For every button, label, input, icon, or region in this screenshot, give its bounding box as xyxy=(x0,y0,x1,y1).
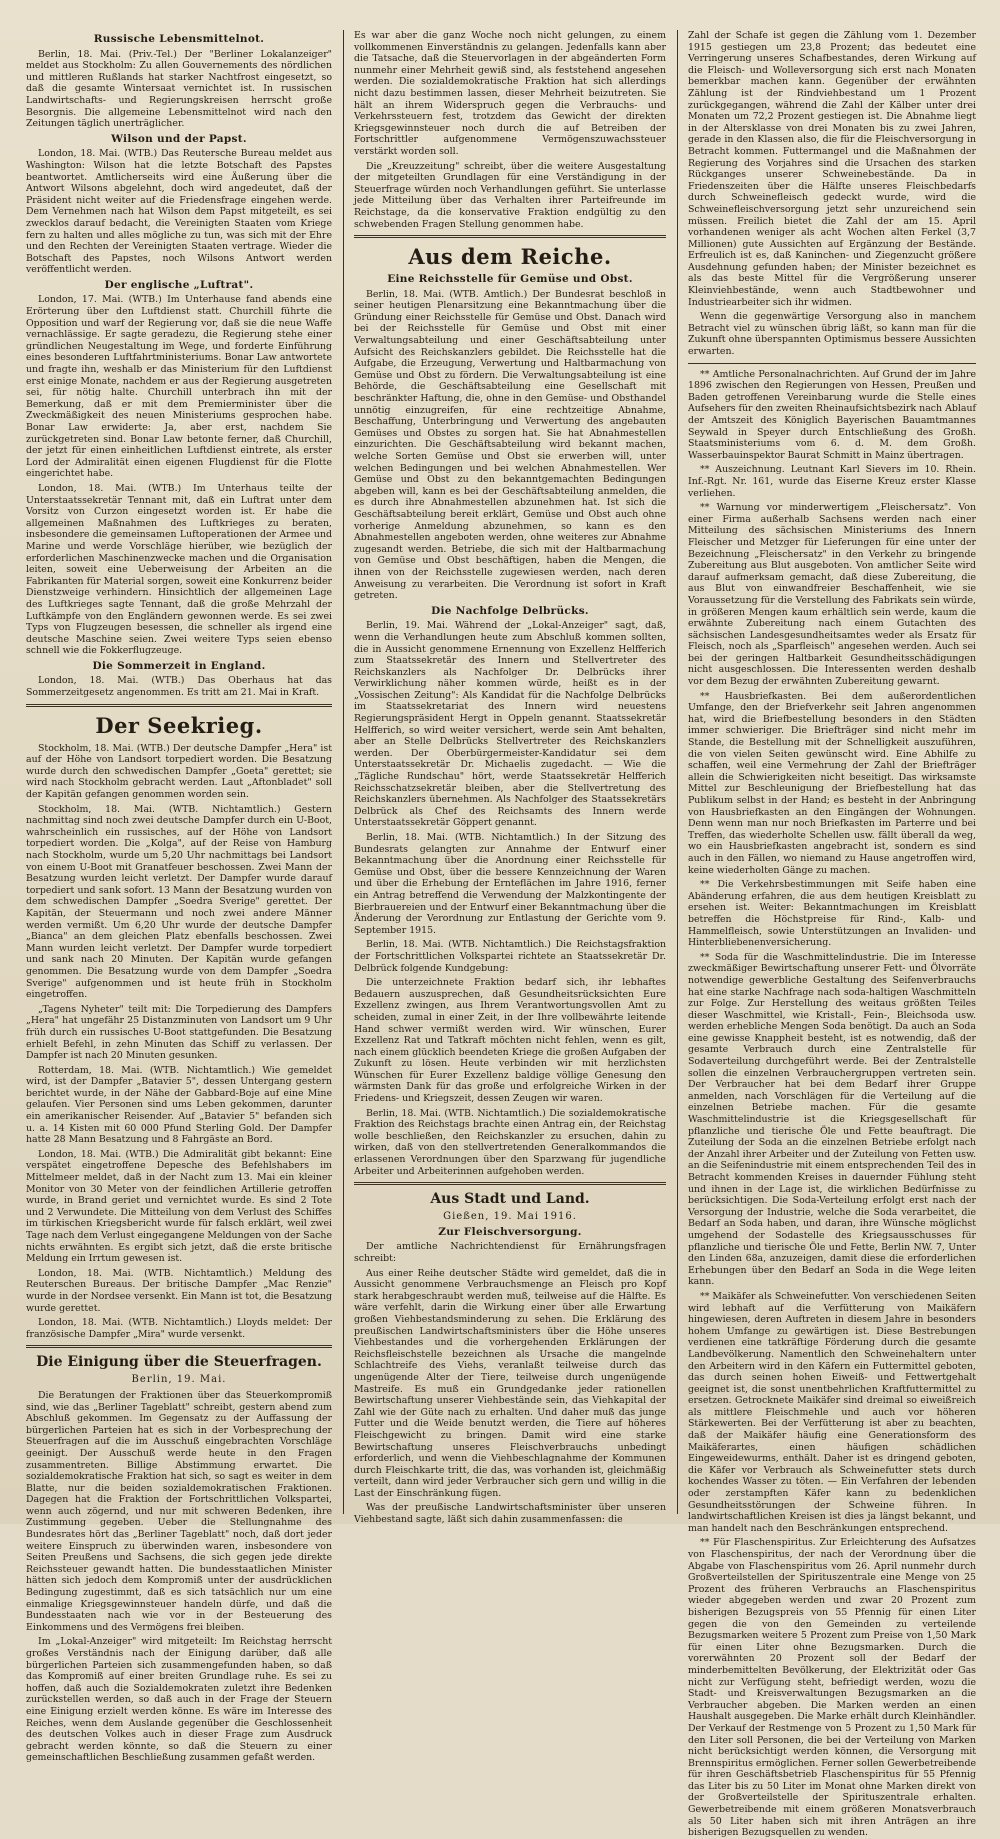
dateline: Berlin, 19. Mai. xyxy=(131,1374,227,1386)
article-paragraph: Die Beratungen der Fraktionen über das Steuerkompromiß sind, wie das „Berliner Tageblatt" schreibt, gestern abend zum Abschluß gekommen. Im Gegensatz zu der Auffassung der bürgerlichen Parteien hat es sich in der Vorbesprechung der Steuerfragen auf die im Ausschuß eingebrachten Vorschläge geeinigt. Der Ausschuß werde heute in den Fragen zusammentreten. Billige Abstimmung erwartet. Die sozialdemokratische Fraktion hat sich, so sagt es weiter in dem Blatte, nur die beiden sozialdemokratischen Fraktionen. Dagegen hat die Fraktion der Fortschrittlichen Volkspartei, wenn auch zögernd, und nur mit schweren Bedenken, ihre Zustimmung gegeben. Ueber die Stellungnahme des Bundesrates hört das „Berliner Tageblatt" noch, daß dort jeder weitere Einspruch zu überwinden waren, insbesondere von Seiten Preußens und Sachsens, die sich gegen jede direkte Reichssteuer gewandt hatten. Die bundesstaatlichen Minister hätten sich jedoch dem Kompromiß unter der ausdrücklichen Bedingung zugestimmt, daß es sich tatsächlich nur um eine einmalige Kriegsgewinnsteuer handeln dürfe, und daß die Bundesstaaten nach wie vor in der Besteuerung des Einkommens und des Vermögens frei bleiben. xyxy=(26,1389,332,1633)
article-paragraph: Was der preußische Landwirtschaftsminister über unseren Viehbestand sagte, läßt sich dahin zusammenfassen: die xyxy=(354,1502,666,1526)
article-paragraph: Es war aber die ganz Woche noch nicht gelungen, zu einem vollkommenen Einverständnis zu gelangen. Jedenfalls kann aber die Tatsache, daß die Steuervorlagen in der abgeänderten Form nunmehr einer Mehrheit gewiß sind, als feststehend angesehen werden. Die sozialdemokratische Fraktion hat sich allerdings nicht dazu bestimmen lassen, dieser Mehrheit beizutreten. Sie hält an ihrem Widerspruch gegen die Verbrauchs- und Verkehrssteuern fest, trotzdem das Gewicht der direkten Kriegsgewinnsteuer noch durch die auf Betreiben der Fortschrittler aufgenommene Vermögenszuwachssteuer verstärkt worden soll. xyxy=(354,30,666,157)
news-item-auszeichnung: ** Auszeichnung. Leutnant Karl Sievers im 10. Rhein. Inf.-Rgt. Nr. 161, wurde das Eiserne Kreuz erster Klasse verliehen. xyxy=(688,464,976,499)
headline-sommerzeit: Die Sommerzeit in England. xyxy=(92,659,266,672)
section-divider xyxy=(688,363,976,364)
headline-lebensmittelnot: Russische Lebensmittelnot. xyxy=(93,33,265,45)
article-paragraph: Der amtliche Nachrichtendienst für Ernährungsfragen schreibt: xyxy=(354,1241,666,1264)
article-paragraph: Aus einer Reihe deutscher Städte wird gemeldet, daß die in Aussicht genommene Verbrauchsmenge an Fleisch pro Kopf stark herabgeschraubt werden muß, teilweise auf die Hälfte. Es wäre verfehlt, darin die Wirkung einer über alle Erwartung großen Viehbestandsminderung zu sehen. Die Erklärung des preußischen Landwirtschaftsministers über die Höhe unseres Viehbestandes und die vorhergehenden Erklärungen der Reichsfleischstelle bezeichnen als Ursache die mangelnde Schlachtreife des Viehs, veranlaßt teilweise durch das ungenügende Alter der Tiere, teilweise durch ungenügende Mastreife. Es muß ein Grundgedanke jeder rationellen Bewirtschaftung unserer Viehbestände sein, das Viehkapital der Zahl wie der Güte nach zu erhalten. Und daher muß das junge Futter und die Weide benutzt werden, die Tiere auf höheres Fleischgewicht zu bringen. Damit wird eine starke Bewirtschaftung unseres Fleischverbrauchs unbedingt erforderlich, und wenn die Viehbeschlagnahme der Kommunen durch Fleischkarte tritt, die das, was vorhanden ist, gleichmäßig verteilt, dann wird jeder Verbraucher sich gern und willig in die Last der Einschränkung fügen. xyxy=(354,1267,666,1499)
news-item-hausbriefkasten: ** Hausbriefkasten. Bei dem außerordentlichen Umfange, den der Briefverkehr seit Jahren angenommen hat, wird die Briefbestellung besonders in den Städten immer schwieriger. Die Briefträger sind nicht mehr im Stande, die Bestellung mit der Schnelligkeit auszuführen, die von vielen Seiten gewünscht wird. Eine Abhilfe zu schaffen, weil eine Vermehrung der Zahl der Briefträger allein die Schwierigkeiten nicht beseitigt. Das wirksamste Mittel zur Beschleunigung der Briefbestellung hat das Publikum selbst in der Hand; es besteht in der Anbringung von Hausbriefkasten an den Eingängen der Wohnungen. Denn wenn man nur noch Briefkasten im Parterre und bei Treffen, das wiederholte Schellen usw. fällt überall da weg, wo ein Hausbriefkasten angebracht ist, sondern es sind auch in den Fällen, wo niemand zu Hause angetroffen wird, keine wiederholten Gänge zu machen. xyxy=(688,690,976,876)
article-paragraph: Stockholm, 18. Mai. (WTB.) Der deutsche Dampfer „Hera" ist auf der Höhe von Landsort torpediert worden. Die Besatzung wurde durch den schwedischen Dampfer „Goeta" gerettet; sie wird nach Stockholm gebracht werden. Laut „Aftonbladet" soll der Kapitän gefangen genommen worden sein. xyxy=(26,742,332,801)
article-paragraph: Berlin, 18. Mai. (Priv.-Tel.) Der "Berliner Lokalanzeiger" meldet aus Stockholm: Zu allen Gouvernements des nördlichen und mittleren Rußlands hat starker Nachtfrost eingesetzt, so daß die gesamte Wintersaat vernichtet ist. In russischen Landwirtschafts- und Regierungskreisen herrscht große Besorgnis. Die allgemeine Lebensmittelnot wird nach den Zeitungen täglich unerträglicher. xyxy=(26,48,332,130)
article-paragraph: Rotterdam, 18. Mai. (WTB. Nichtamtlich.) Wie gemeldet wird, ist der Dampfer „Batavier 5", dessen Untergang gestern berichtet wurde, in der Nähe der Gabbard-Boje auf eine Mine gelaufen. Vier Personen sind ums Leben gekommen, darunter ein amerikanischer Reisender. Auf „Batavier 5" befanden sich u. a. 14 Kisten mit 60 000 Pfund Sterling Gold. Der Dampfer hatte 28 Mann Besatzung und 8 Fahrgäste an Bord. xyxy=(26,1064,332,1146)
article-paragraph: London, 18. Mai. (WTB.) Im Unterhaus teilte der Unterstaatssekretär Tennant mit, daß ein Luftrat unter dem Vorsitz von Curzon eingesetzt worden ist. Er habe die allgemeinen Maßnahmen des Luftkrieges zu beraten, insbesondere die gemeinsamen Luftoperationen der Armee und Marine und werde Vorschläge hierüber, wie bezüglich der erforderlichen Maschinenzwecke machen und die Organisation leiten, soweit eine Ueberweisung der Arbeiten an die Fabrikanten für Material sorgen, soweit eine Konkurrenz beider Dienstzweige verhindern. Hinsichtlich der allgemeinen Lage des Luftkrieges sagte Tennant, daß die große Mehrzahl der Luftkämpfe von den Engländern gewonnen werde. Es sei zwei Typs von Flugzeugen besessen, die schneller als irgend eine deutsche Maschine seien. Zwei weitere Typs seien ebenso schnell wie die Fokkerflugzeuge. xyxy=(26,482,332,657)
news-item-maikaefer: ** Maikäfer als Schweinefutter. Von verschiedenen Seiten wird lebhaft auf die Verfütterung von Maikäfern hingewiesen, deren Auftreten in diesem Jahre in besonders hohem Umfange zu gewärtigen ist. Diese Bestrebungen verdienen eine tatkräftige Förderung durch die gesamte Landbevölkerung. Namentlich den Schweinehaltern unter den Arbeitern wird in den Käfern ein Futtermittel geboten, das durch seinen hohen Eiweiß- und Fettwertgehalt geeignet ist, die sonst unentbehrlichen Kraftfuttermittel zu ersetzen. Getrocknete Maikäfer sind dreimal so eiweißreich als mittlere Fleischmehle und auch vor höheren Stärkewerten. Bei der Verfütterung ist aber zu beachten, daß der Maikäfer häufig eine Generationsform des Maikäferartes, einen häufigen schädlichen Eingeweidewurms, enthält. Daher ist es dringend geboten, die Käfer vor Verbrauch als Schweinefutter stets durch kochendes Wasser zu töten. — Ein Verfahren der lebenden oder zerstampften Käfer kann zu bedenklichen Gesundheitsstörungen der Schweine führen. In landwirtschaftlichen Kreisen ist dies ja längst bekannt, und man handelt nach den Beschränkungen entsprechend. xyxy=(688,1290,976,1534)
headline-luftrat: Der englische „Luftrat". xyxy=(104,278,254,291)
article-paragraph: London, 17. Mai. (WTB.) Im Unterhause fand abends eine Erörterung über den Luftdienst statt. Churchill führte die Opposition und warf der Regierung vor, daß sie die neue Waffe vernachlässige. Er sagte geradezu, die Regierung stehe einer gründlichen Neugestaltung im Wege, und forderte Einführung eines besonderen Luftfahrtministeriums. Bonar Law antwortete und fragte ihn, weshalb er das Ministerium für den Luftdienst erst einige Monate, nachdem er aus der Regierung ausgetreten sei, für nötig halte. Churchill unterbrach ihn mit der Bemerkung, daß er mit dem Premierminister über die Zweckmäßigkeit des neuen Ministeriums gesprochen habe. Bonar Law erwiderte: Ja, aber erst, nachdem Sie zurückgetreten sind. Bonar Law betonte ferner, daß Churchill, der jetzt für einen einheitlichen Luftdienst eintrete, als erster Lord der Admiralität einen eigenen Flugdienst für die Flotte eingerichtet habe. xyxy=(26,294,332,480)
headline-fleischversorgung: Zur Fleischversorgung. xyxy=(438,1225,582,1238)
article-paragraph: Berlin, 19. Mai. Während der „Lokal-Anzeiger" sagt, daß, wenn die Verhandlungen heute zum Abschluß kommen sollten, die in Aussicht genommene Ernennung von Exzellenz Helfferich zum Staatssekretär des Innern und Stellvertreter des Reichskanzlers als Nachfolger Dr. Delbrücks ihrer Verwirklichung näher kommen würde, heißt es in der „Vossischen Zeitung": Als Kandidat für die Nachfolge Delbrücks im Staatssekretariat des Innern wird neuestens Regierungspräsident Hergt in Oppeln genannt. Staatssekretär Helfferich, so wird weiter versichert, werde sein Amt behalten, aber an Stelle Delbrücks Stellvertreter des Reichskanzlers werden. Der Oberbürgermeister-Kandidatur sei dem Unterstaatssekretär Dr. Michaelis zugedacht. — Wie die „Tägliche Rundschau" hört, werde Staatssekretär Helfferich Reichsschatzsekretär bleiben, aber die Stellvertretung des Reichskanzlers übernehmen. Als Nachfolger des Staatssekretärs Delbrück als Chef des Reichsamts des Innern werde Unterstaatssekretär Göppert genannt. xyxy=(354,620,666,829)
article-paragraph: London, 18. Mai. (WTB.) Das Oberhaus hat das Sommerzeitgesetz angenommen. Es tritt am 21. Mai in Kraft. xyxy=(26,675,332,699)
news-item-verkehr: ** Die Verkehrsbestimmungen mit Seife haben eine Abänderung erfahren, die aus dem heutigen Kreisblatt zu ersehen ist. Weiter: Bekanntmachungen im Kreisblatt betreffen die Höchstpreise für Rind-, Kalb- und Hammelfleisch, sowie Unterstützungen an Invaliden- und Hinterbliebenenversicherung. xyxy=(688,879,976,949)
column-left xyxy=(18,0,340,1764)
headline-steuerfragen: Die Einigung über die Steuerfragen. xyxy=(36,1354,322,1371)
column-middle xyxy=(346,0,674,1524)
headline-seekrieg: Der Seekrieg. xyxy=(95,712,263,738)
article-paragraph: Berlin, 18. Mai. (WTB. Nichtamtlich.) In der Sitzung des Bundesrats gelangten zur Annahme der Entwurf einer Bekanntmachung über die Anordnung einer Reichsstelle für Gemüse und Obst, über die bessere Kennzeichnung der Waren und über die Erhebung der Ernteflächen im Jahre 1916, ferner ein Antrag betreffend die Verwendung der Malzkontingente der Bierbrauereien und der Entwurf einer Bekanntmachung über die Änderung der Verordnung zur Entlastung der Gerichte vom 9. September 1915. xyxy=(354,832,666,936)
article-paragraph: London, 18. Mai. (WTB. Nichtamtlich.) Lloyds meldet: Der französische Dampfer „Mira" wurde versenkt. xyxy=(26,1317,332,1340)
article-paragraph: London, 18. Mai. (WTB.) Die Admiralität gibt bekannt: Eine verspätet eingetroffene Depesche des Befehlshabers im Mittelmeer meldet, daß in der Nacht zum 13. Mai ein kleiner Monitor von 30 Meter von der feindlichen Artillerie getroffen wurde, in Brand geriet und vernichtet wurde. Es sind 2 Tote und 2 Verwundete. Die Mitteilung von dem Verlust des Schiffes im türkischen Kriegsbericht wurde für falsch erklärt, weil zwei Tage nach dem Verlust eingegangene Meldungen von der Sache nichts erwähnten. Es ergibt sich jetzt, daß die erste britische Meldung ein Irrtum gewesen ist. xyxy=(26,1148,332,1265)
article-paragraph: Stockholm, 18. Mai. (WTB. Nichtamtlich.) Gestern nachmittag sind noch zwei deutsche Dampfer durch ein U-Boot, wahrscheinlich ein russisches, auf der Höhe von Landsort torpediert worden. Die „Kolga", auf der Reise von Hamburg nach Stockholm, wurde um 5,20 Uhr nachmittags bei Landsort von einem U-Boot mit Granatfeuer beschossen. Zwei Mann der Besatzung wurden leicht verletzt. Der Dampfer wurde darauf torpediert und sank sofort. 13 Mann der Besatzung wurden von dem schwedischen Dampfer „Soedra Sverige" gerettet. Der Kapitän, der Steuermann und noch zwei andere Männer werden vermißt. Um 6,20 Uhr wurde der deutsche Dampfer „Bianca" an dem gleichen Platz ebenfalls beschossen. Zwei Mann wurden leicht verletzt. Der Dampfer wurde torpediert und sank nach 20 Minuten. Der Kapitän wurde gefangen genommen. Die Besatzung wurde von dem Dampfer „Soedra Sverige" aufgenommen und ist heute früh in Stockholm eingetroffen. xyxy=(26,803,332,1001)
article-paragraph: Die „Kreuzzeitung" schreibt, über die weitere Ausgestaltung der mitgeteilten Grundlagen für eine Verständigung in der Steuerfrage würden noch Verhandlungen geführt. Sie unterlasse jede Mitteilung über das Verhalten ihrer Parteifreunde im Reichstage, da die konservative Fraktion endgültig zu den schwebenden Fragen Stellung genommen habe. xyxy=(354,160,666,230)
dateline: Gießen, 19. Mai 1916. xyxy=(443,1211,577,1223)
article-paragraph: Zahl der Schafe ist gegen die Zählung vom 1. Dezember 1915 gestiegen um 23,8 Prozent; das bedeutet eine Verringerung unseres Schafbestandes, deren Wirkung auf die Fleisch- und Wolleversorgung sich erst nach Monaten bemerkbar machen kann. Gegenüber der erwähnten Zählung ist der Rindviehbestand um 1 Prozent zurückgegangen, während die Zahl der Kälber unter drei Monaten um 72,2 Prozent gestiegen ist. Die Abnahme liegt in der Altersklasse von drei Monaten bis zu zwei Jahren, gerade in den Klassen also, die für die Fleischversorgung in Betracht kommen. Futtermangel und die Maßnahmen der Regierung des Vorjahres sind die Ursachen des starken Rückganges unserer Schweinebestände. Da in Friedenszeiten über die Hälfte unseres Fleischbedarfs durch Schweinefleisch gedeckt wurde, wird die Schweinefleischversorgung jetzt sehr unzureichend sein müssen. Freilich bietet die Zahl der am 15. April vorhandenen weniger als acht Wochen alten Ferkel (3,7 Millionen) gute Aussichten auf Ergänzung der Bestände. Erfreulich ist es, daß Kaninchen- und Ziegenzucht größere Ausdehnung gefunden haben; der Minister bezeichnet es als das beste Mittel für die Vergrößerung unserer Kleinviehbestände, wenn auch Stadtbewohner und Industriearbeiter sich ihr widmen. xyxy=(688,30,976,308)
news-item-warnung: ** Warnung vor minderwertigem „Fleischersatz". Von einer Firma außerhalb Sachsens werden nach einer Mitteilung des sächsischen Ministeriums des Innern Fleischer und Metzger für Lieferungen für eine unter der Bezeichnung „Fleischersatz" in den Verkehr zu bringende Zubereitung aus Blut ausgeboten. Von amtlicher Seite wird darauf aufmerksam gemacht, daß diese Zubereitung, die aus Blut von einwandfreier Beschaffenheit, wie sie Voraussetzung für die Verstellung des Fabrikats sein würde, in größeren Mengen kaum erhältlich sein werde, kaum die erwähnte Zubereitung nach einem Gutachten des sächsischen Landesgesundheitsamtes weder als Ersatz für Fleisch, noch als „Sparfleisch" angesehen werden. Auch sei bei der geringen Haltbarkeit Gesundheitsschädigungen nicht ausgeschlossen. Die Interessenten werden deshalb vor dem Bezug der erwähnten Zubereitung gewarnt. xyxy=(688,502,976,688)
article-paragraph: Die unterzeichnete Fraktion bedarf sich, ihr lebhaftes Bedauern auszusprechen, daß Gesundheitsrücksichten Eure Exzellenz zwingen, aus Ihrem Verantwortungsvollen Amt zu scheiden, zumal in einer Zeit, in der Ihre vollbewährte leitende Hand schwer vermißt werden wird. Wir wünschen, Eurer Exzellenz Rat und Tatkraft möchten nicht fehlen, wenn es gilt, nach einem glücklich beendeten Kriege die großen Aufgaben der Zukunft zu lösen. Heute verbinden wir mit herzlichsten Wünschen für Eurer Exzellenz baldige völlige Genesung den wärmsten Dank für das große und erfolgreiche Wirken in der Friedens- und Kriegszeit, dessen Zeugen wir waren. xyxy=(354,977,666,1105)
article-paragraph: Berlin, 18. Mai. (WTB. Amtlich.) Der Bundesrat beschloß in seiner heutigen Plenarsitzung eine Bekanntmachung über die Gründung einer Reichsstelle für Gemüse und Obst. Danach wird bei der Reichsstelle für Gemüse und Obst mit einer Verwaltungsabteilung und einer Geschäftsabteilung unter Aufsicht des Reichskanzlers gebildet. Die Reichsstelle hat die Aufgabe, die Erzeugung, Verwertung und Haltbarmachung von Gemüse und Obst zu fördern. Die Verwaltungsabteilung ist eine Behörde, die Geschäftsabteilung eine Gesellschaft mit beschränkter Haftung, die, ohne in den Gemüse- und Obsthandel unnötig einzugreifen, für eine rechtzeitige Abnahme, Beschaffung, Unterbringung und Verwertung des angebauten Gemüses und Obstes zu sorgen hat. Sie hat Abnahmestellen einzurichten. Die Geschäftsabteilung wird bekannt machen, welche Sorten Gemüse und Obst sie erwerben will, unter welchen Bedingungen und bei welchen Abnahmestellen. Wer Gemüse und Obst zu den bekanntgemachten Bedingungen abgeben will, kann es bei der Geschäftsabteilung anmelden, die es durch ihre Abnahmestellen abzunehmen hat. Ist sich die Geschäftsabteilung bereit erklärt, Gemüse und Obst auch ohne vorherige Anmeldung abzunehmen, so kann es den Abnahmestellen angeboten werden, ohne weiteres zur Abnahme zugesandt werden. Betriebe, die sich mit der Haltbarmachung von Gemüse und Obst beschäftigen, haben die Mengen, die ihnen von der Reichsstelle zugewiesen werden, nach deren Anweisung zu verarbeiten. Die Verordnung ist sofort in Kraft getreten. xyxy=(354,288,666,602)
article-paragraph: Im „Lokal-Anzeiger" wird mitgeteilt: Im Reichstag herrscht großes Verständnis nach der Einigung darüber, daß alle bürgerlichen Parteien sich zusammengefunden haben, so daß das Kompromiß auf einer breiten Grundlage ruhe. Es sei zu hoffen, daß auch die Sozialdemokraten zuletzt ihre Bedenken zurückstellen werden, so daß auch in der Frage der Steuern eine Einigung erzielt werden könne. Es wäre im Interesse des Reiches, wenn dem Auslande gegenüber die Geschlossenheit des deutschen Volkes auch in dieser Frage zum Ausdruck gebracht werden könnte, so daß die Steuern zu einer gemeinschaftlichen Beschließung zusammen gefaßt werden. xyxy=(26,1636,332,1764)
news-item-personal: ** Amtliche Personalnachrichten. Auf Grund der im Jahre 1896 zwischen den Regierungen von Hessen, Preußen und Baden getroffenen Vereinbarung wurde die Stelle eines Aufsehers für den zweiten Rheinaufsichtsbezirk nach Ablauf der Amtszeit des Königlich Bayerischen Bauamtmannes Seywald in Speyer durch Entschließung des Großh. Staatsministeriums vom 6. d. M. dem Großh. Wasserbauinspektor Baurat Schmitt in Mainz übertragen. xyxy=(688,368,976,461)
article-paragraph: Wenn die gegenwärtige Versorgung also in manchem Betracht viel zu wünschen übrig läßt, so kann man für die Zukunft ohne überspannten Optimismus bessere Aussichten erwarten. xyxy=(688,311,976,358)
section-divider xyxy=(26,704,332,707)
column-right xyxy=(680,0,984,1839)
section-divider xyxy=(354,235,666,238)
section-divider xyxy=(26,1345,332,1348)
headline-wilson: Wilson und der Papst. xyxy=(111,132,247,145)
headline-stadt-und-land: Aus Stadt und Land. xyxy=(430,1191,590,1208)
headline-reichsstelle: Eine Reichsstelle für Gemüse und Obst. xyxy=(387,273,633,286)
article-paragraph: London, 18. Mai. (WTB.) Das Reutersche Bureau meldet aus Washington: Wilson hat die letzte Botschaft des Papstes beantwortet. Amtlicherseits wird eine Äußerung über die Antwort Wilsons abgelehnt, doch wird angedeutet, daß der Präsident nicht weiter auf die Friedensfrage eingehen werde. Dem Vernehmen nach hat Wilson dem Papst mitgeteilt, es sei zwecklos darauf bedacht, die Vereinigten Staaten vom Kriege fern zu halten und alles mögliche zu tun, was sich mit der Ehre und den Rechten der Vereinigten Staaten vertrage. Wieder die Botschaft des Papstes, noch Wilsons Antwort werden veröffentlicht werden. xyxy=(26,148,332,276)
article-paragraph: Berlin, 18. Mai. (WTB. Nichtamtlich.) Die Reichstagsfraktion der Fortschrittlichen Volkspartei richtete an Staatssekretär Dr. Delbrück folgende Kundgebung: xyxy=(354,939,666,974)
news-item-flaschenspiritus: ** Für Flaschenspiritus. Zur Erleichterung des Aufsatzes von Flaschenspiritus, der nach der Verordnung über die Abgabe von Flaschenspiritus vom 26. April nunmehr durch Großverteilstellen der Spirituszentrale eine Menge von 25 Prozent des früheren Verbrauchs an Flaschenspiritus wieder abgegeben werden und zwar 20 Prozent zum bisherigen Bezugspreis von 55 Pfennig für einen Liter gegen die von den Gemeinden zu verteilende Bezugsmarken weitere 5 Prozent zum Preise von 1,50 Mark für einen Liter ohne Bezugsmarken. Durch die vorerwähnten 20 Prozent soll der Bedarf der minderbemittelten Bevölkerung, der Elektrizität oder Gas nicht zur Verfügung steht, befriedigt werden, wozu die Stadt- und Kreisverwaltungen Bezugsmarken an die Verbraucher abgeben. Die Marken werden an einen Haushalt ausgegeben. Die Marke erhält durch Kleinhändler. Der Verkauf der Restmenge von 5 Prozent zu 1,50 Mark für den Liter soll Personen, die bei der Verteilung von Marken nicht berücksichtigt werden können, die Versorgung mit Brennspiritus ermöglichen. Ferner sollen Gewerbetreibende für ihren Geschäftsbetrieb Flaschenspiritus für 55 Pfennig das Liter bis zu 50 Liter im Monat ohne Marken direkt von der Großverteilstelle der Spirituszentrale erhalten. Gewerbetreibende mit einem größeren Monatsverbrauch als 50 Liter haben sich mit ihren Anträgen an ihre bisherigen Bezugsquellen zu wenden. xyxy=(688,1537,976,1839)
column-rule xyxy=(677,30,678,1514)
headline-aus-dem-reiche: Aus dem Reiche. xyxy=(408,244,612,270)
headline-delbrueck: Die Nachfolge Delbrücks. xyxy=(431,604,589,617)
article-paragraph: London, 18. Mai. (WTB. Nichtamtlich.) Meldung des Reuterschen Bureaus. Der britische Dampfer „Mac Renzie" wurde in der Nordsee versenkt. Ein Mann ist tot, die Besatzung wurde gerettet. xyxy=(26,1267,332,1314)
article-paragraph: Berlin, 18. Mai. (WTB. Nichtamtlich.) Die sozialdemokratische Fraktion des Reichstags brachte einen Antrag ein, der Reichstag wolle beschließen, den Reichskanzler zu ersuchen, dahin zu wirken, daß von den stellvertretenden Generalkommandos die erlassenen Verordnungen über den Sparzwang für jugendliche Arbeiter und Arbeiterinnen aufgehoben werden. xyxy=(354,1107,666,1177)
article-paragraph: „Tagens Nyheter" teilt mit: Die Torpedierung des Dampfers „Hera" hat ungefähr 25 Distanzminuten von Landsort um 9 Uhr früh durch ein russisches U-Boot stattgefunden. Die Besatzung erhielt Befehl, in zehn Minuten das Schiff zu verlassen. Der Dampfer ist nach 20 Minuten gesunken. xyxy=(26,1003,332,1062)
column-rule xyxy=(343,30,344,1514)
news-item-soda: ** Soda für die Waschmittelindustrie. Die im Interesse zweckmäßiger Bewirtschaftung unserer Fett- und Ölvorräte notwendige gewerbliche Gestaltung des Seifenverbrauchs hat eine starke Nachfrage nach soda-haltigen Waschmitteln zur Folge. Zur Herstellung des weitaus größten Teiles dieser Waschmittel, wie Kristall-, Fein-, Bleichsoda usw. werden erhebliche Mengen Soda benötigt. Da auch an Soda eine gewisse Knappheit besteht, ist es notwendig, daß der gesamte Verbrauch durch eine Zentralstelle für Sodaverteilung durchgeführt werde. Bei der Zentralstelle sollen die einzelnen Verbrauchergruppen vertreten sein. Der Verbraucher hat bei dem Bedarf ihrer Gruppe anmelden, nach Vorschlägen für die Verteilung auf die einzelnen Betriebe machen. Für die gesamte Waschmittelindustrie ist die Kriegsgesellschaft für pflanzliche und tierische Öle und Fette beauftragt. Die Zuteilung der Soda an die einzelnen Betriebe erfolgt nach der Anzahl ihrer Arbeiter und der Zuteilung von Fetten usw. an die Seifenindustrie mit einem entsprechenden Teil des in Betracht kommenden Kreises in dauernder Fühlung steht und ihnen in der Lage ist, die wirklichen Bedürfnisse zu berücksichtigen. Die Soda-Verteilung erfolgt erst nach der Versorgung der Industrie, welche die Soda verarbeitet, die Bedarf an Soda haben, und daran, ihre Wünsche möglichst umgehend der Sodastelle des Kriegsausschusses für pflanzliche und tierische Öle und Fette, Berlin NW. 7, Unter den Linden 68a, anzuzeigen, damit diese die erforderlichen Erhebungen über den Bedarf an Soda in die Wege leiten kann. xyxy=(688,951,976,1288)
section-divider xyxy=(354,1182,666,1185)
